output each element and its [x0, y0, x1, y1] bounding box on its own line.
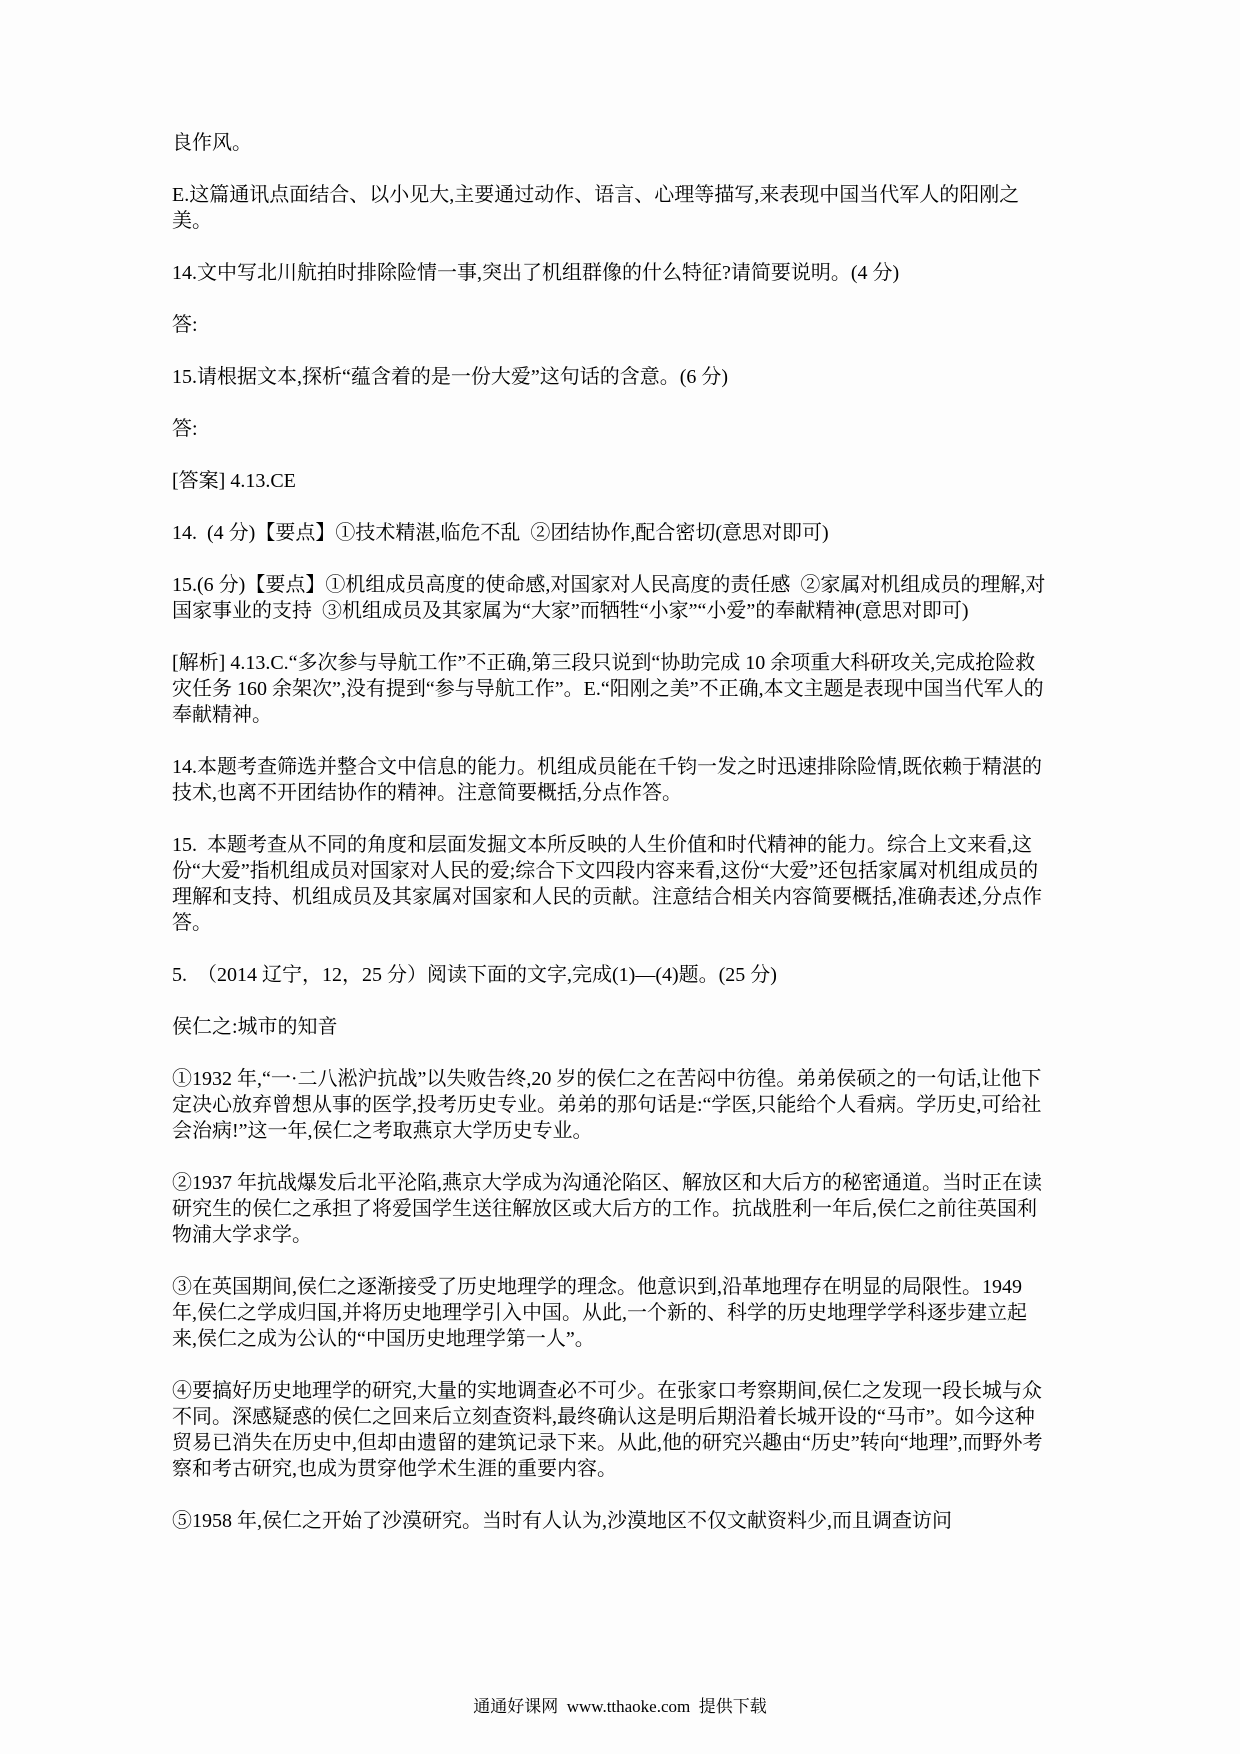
page-footer: 通通好课网 www.tthaoke.com 提供下载 [473, 1697, 767, 1716]
paragraph-6: 答: [172, 418, 198, 440]
paragraph-2: E.这篇通讯点面结合、以小见大,主要通过动作、语言、心理等描写,来表现中国当代军人的阳刚之美。 [172, 184, 1020, 232]
paragraph-3: 14.文中写北川航拍时排除险情一事,突出了机组群像的什么特征?请简要说明。(4 分) [172, 262, 900, 284]
paragraph-8: 14. (4 分)【要点】①技术精湛,临危不乱 ②团结协作,配合密切(意思对即可) [172, 522, 829, 544]
paragraph-13: 5. （2014 辽宁，12，25 分）阅读下面的文字,完成(1)—(4)题。(25 分) [172, 964, 777, 986]
paragraph-4: 答: [172, 314, 198, 336]
paragraph-17: ③在英国期间,侯仁之逐渐接受了历史地理学的理念。他意识到,沿革地理存在明显的局限性。1949 年,侯仁之学成归国,并将历史地理学引入中国。从此,一个新的、科学的历史地理学学科逐步建立起来,侯仁之成为公认的“中国历史地理学第一人”。 [172, 1276, 1027, 1350]
paragraph-11: 14.本题考查筛选并整合文中信息的能力。机组成员能在千钧一发之时迅速排除险情,既依赖于精湛的技术,也离不开团结协作的精神。注意简要概括,分点作答。 [172, 756, 1042, 804]
document-body [172, 130, 1048, 1560]
paragraph-18: ④要搞好历史地理学的研究,大量的实地调查必不可少。在张家口考察期间,侯仁之发现一段长城与众不同。深感疑惑的侯仁之回来后立刻查资料,最终确认这是明后期沿着长城开设的“马市”。如今这种贸易已消失在历史中,但却由遗留的建筑记录下来。从此,他的研究兴趣由“历史”转向“地理”,而野外考察和考古研究,也成为贯穿他学术生涯的重要内容。 [172, 1380, 1043, 1480]
paragraph-14: 侯仁之:城市的知音 [172, 1016, 338, 1038]
paragraph-7: [答案] 4.13.CE [172, 470, 296, 492]
paragraph-10: [解析] 4.13.C.“多次参与导航工作”不正确,第三段只说到“协助完成 10 余项重大科研攻关,完成抢险救灾任务 160 余架次”,没有提到“参与导航工作”。E.“阳刚之美”不正确,本文主题是表现中国当代军人的奉献精神。 [172, 652, 1044, 726]
paragraph-19: ⑤1958 年,侯仁之开始了沙漠研究。当时有人认为,沙漠地区不仅文献资料少,而且调查访问 [172, 1510, 952, 1532]
paragraph-16: ②1937 年抗战爆发后北平沦陷,燕京大学成为沟通沦陷区、解放区和大后方的秘密通道。当时正在读研究生的侯仁之承担了将爱国学生送往解放区或大后方的工作。抗战胜利一年后,侯仁之前往英国利物浦大学求学。 [172, 1172, 1042, 1246]
paragraph-12: 15. 本题考查从不同的角度和层面发掘文本所反映的人生价值和时代精神的能力。综合上文来看,这份“大爱”指机组成员对国家对人民的爱;综合下文四段内容来看,这份“大爱”还包括家属对机组成员的理解和支持、机组成员及其家属对国家和人民的贡献。注意结合相关内容简要概括,准确表述,分点作答。 [172, 834, 1042, 934]
paragraph-1: 良作风。 [172, 132, 252, 154]
paragraph-5: 15.请根据文本,探析“蕴含着的是一份大爱”这句话的含意。(6 分) [172, 366, 729, 388]
paragraph-9: 15.(6 分)【要点】①机组成员高度的使命感,对国家对人民高度的责任感 ②家属对机组成员的理解,对国家事业的支持 ③机组成员及其家属为“大家”而牺牲“小家”“小爱”的奉献精神(意思对即可) [172, 574, 1046, 622]
paragraph-15: ①1932 年,“一·二八淞沪抗战”以失败告终,20 岁的侯仁之在苦闷中彷徨。弟弟侯硕之的一句话,让他下定决心放弃曾想从事的医学,投考历史专业。弟弟的那句话是:“学医,只能给个人看病。学历史,可给社会治病!”这一年,侯仁之考取燕京大学历史专业。 [172, 1068, 1042, 1142]
